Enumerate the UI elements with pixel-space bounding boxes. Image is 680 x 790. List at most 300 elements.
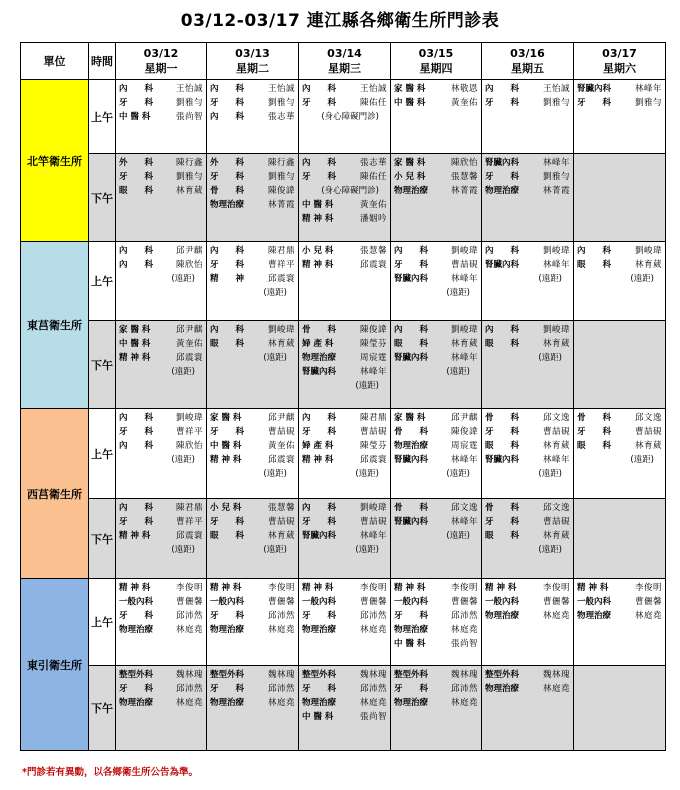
department-label: 牙 科 — [302, 517, 337, 527]
department-label: 內 科 — [119, 246, 154, 256]
doctor-entry — [485, 184, 570, 198]
day-date: 03/14 — [327, 47, 362, 60]
department-label: 眼 科 — [210, 339, 245, 349]
schedule-cell — [482, 80, 574, 154]
schedule-cell — [482, 154, 574, 242]
department-label: 牙 科 — [302, 684, 337, 694]
doctor-name: 劉雅勻 — [267, 98, 295, 108]
doctor-name: 王怡誠 — [542, 84, 570, 94]
doctor-name: 劉峻瑋 — [175, 413, 203, 423]
clinic-name: 東引衛生所 — [21, 579, 89, 751]
doctor-name: 林庭堯 — [267, 698, 295, 708]
department-label: 腎臟內科 — [394, 274, 429, 284]
doctor-entry — [394, 453, 478, 467]
doctor-name: 邱沛然 — [359, 684, 387, 694]
schedule-cell — [299, 80, 391, 154]
doctor-name: 邱沛然 — [175, 611, 203, 621]
doctor-name: 劉雅勻 — [175, 98, 203, 108]
doctor-entry — [302, 623, 387, 637]
department-label: 整型外科 — [485, 670, 520, 680]
schedule-cell — [116, 409, 207, 499]
doctor-name: 林育葳 — [267, 339, 295, 349]
department-label: 內 科 — [485, 84, 520, 94]
unit-header: 單位 — [21, 43, 89, 80]
doctor-name: 曹喆硯 — [450, 260, 478, 270]
department-label: 內 科 — [485, 325, 520, 335]
department-label: 牙 科 — [302, 611, 337, 621]
doctor-name: 邱震寰 — [359, 260, 387, 270]
doctor-entry — [210, 501, 295, 515]
doctor-name: 林峰年 — [359, 531, 387, 541]
day-weekday: 星期六 — [603, 62, 636, 75]
department-label: 牙 科 — [485, 427, 520, 437]
doctor-entry — [302, 425, 387, 439]
doctor-name: 邱沛然 — [450, 684, 478, 694]
doctor-entry — [485, 258, 570, 272]
clinic-row-pm — [21, 321, 666, 409]
schedule-note: (遠距) — [446, 367, 470, 377]
department-label: 精 神 科 — [577, 583, 609, 593]
doctor-name: 魏林瑰 — [359, 670, 387, 680]
doctor-entry — [210, 411, 295, 425]
doctor-entry — [210, 258, 295, 272]
department-label: 腎臟內科 — [485, 455, 520, 465]
doctor-name: 邱沛然 — [267, 684, 295, 694]
doctor-entry — [302, 212, 387, 226]
doctor-name: 張慧馨 — [359, 246, 387, 256]
department-label: 精 神 科 — [119, 583, 151, 593]
doctor-entry — [485, 156, 570, 170]
department-label: 骨 科 — [210, 186, 245, 196]
department-label: 內 科 — [119, 503, 154, 513]
department-label: 物理治療 — [210, 625, 245, 635]
doctor-entry — [394, 323, 478, 337]
doctor-entry — [485, 82, 570, 96]
doctor-name: 魏林瑰 — [267, 670, 295, 680]
schedule-cell — [207, 80, 299, 154]
schedule-note: (遠距) — [446, 531, 470, 541]
doctor-name: 陳君鼎 — [267, 246, 295, 256]
doctor-name: 曹儷馨 — [359, 597, 387, 607]
doctor-name: 張尚智 — [359, 712, 387, 722]
department-label: 眼 科 — [210, 531, 245, 541]
doctor-entry — [302, 365, 387, 379]
doctor-entry — [210, 82, 295, 96]
department-label: 外 科 — [119, 158, 154, 168]
schedule-cell — [391, 154, 482, 242]
day-weekday: 星期五 — [511, 62, 544, 75]
clinic-row-pm — [21, 154, 666, 242]
doctor-name: 陳俊諱 — [359, 325, 387, 335]
schedule-cell — [574, 242, 666, 321]
doctor-entry — [485, 439, 570, 453]
doctor-name: 曹喆硯 — [634, 427, 662, 437]
clinic-row-am — [21, 409, 666, 499]
schedule-cell — [574, 321, 666, 409]
doctor-entry — [302, 411, 387, 425]
doctor-entry — [394, 501, 478, 515]
department-label: 外 科 — [210, 158, 245, 168]
department-label: 牙 科 — [210, 611, 245, 621]
doctor-name: 曹儷馨 — [175, 597, 203, 607]
schedule-note: (遠距) — [446, 469, 470, 479]
doctor-entry — [302, 581, 387, 595]
doctor-name: 林庭堯 — [542, 684, 570, 694]
schedule-note: (遠距) — [355, 381, 379, 391]
doctor-entry — [302, 682, 387, 696]
department-label: 中 醫 科 — [302, 200, 334, 210]
doctor-entry — [485, 170, 570, 184]
doctor-name: 林峰年 — [634, 84, 662, 94]
department-label: 牙 科 — [485, 517, 520, 527]
doctor-entry — [485, 411, 570, 425]
schedule-cell — [207, 499, 299, 579]
doctor-entry — [394, 258, 478, 272]
department-label: 牙 科 — [485, 98, 520, 108]
day-header — [299, 43, 391, 80]
doctor-name: 邱尹麒 — [175, 325, 203, 335]
doctor-name: 李俊明 — [542, 583, 570, 593]
department-label: 內 科 — [394, 246, 429, 256]
department-label: 眼 科 — [485, 339, 520, 349]
header-row — [21, 43, 666, 80]
doctor-name: 邱文逸 — [542, 413, 570, 423]
doctor-entry — [394, 581, 478, 595]
doctor-entry — [302, 337, 387, 351]
schedule-cell — [482, 409, 574, 499]
doctor-entry — [119, 170, 203, 184]
doctor-entry — [302, 668, 387, 682]
doctor-name: 王怡誠 — [175, 84, 203, 94]
schedule-cell — [116, 80, 207, 154]
doctor-name: 陳欣怡 — [175, 441, 203, 451]
doctor-entry — [394, 156, 478, 170]
doctor-name: 陳欣怡 — [175, 260, 203, 270]
doctor-entry — [394, 637, 478, 651]
department-label: 內 科 — [302, 503, 337, 513]
day-header — [207, 43, 299, 80]
doctor-name: 李俊明 — [175, 583, 203, 593]
doctor-name: 林庭堯 — [542, 611, 570, 621]
doctor-name: 林庭堯 — [634, 611, 662, 621]
doctor-entry — [210, 425, 295, 439]
department-label: 牙 科 — [119, 611, 154, 621]
doctor-entry — [119, 96, 203, 110]
department-label: 物理治療 — [119, 698, 154, 708]
doctor-entry — [119, 156, 203, 170]
doctor-entry — [394, 184, 478, 198]
doctor-name: 曹儷馨 — [634, 597, 662, 607]
doctor-name: 邱震寰 — [267, 455, 295, 465]
department-label: 小 兒 科 — [210, 503, 242, 513]
schedule-cell — [299, 242, 391, 321]
schedule-note: (遠距) — [263, 353, 287, 363]
department-label: 內 科 — [485, 246, 520, 256]
doctor-name: 林峰年 — [450, 353, 478, 363]
doctor-name: 邱文逸 — [542, 503, 570, 513]
department-label: 骨 科 — [394, 427, 429, 437]
doctor-entry — [302, 156, 387, 170]
doctor-entry — [210, 439, 295, 453]
doctor-entry — [119, 337, 203, 351]
doctor-entry — [119, 351, 203, 365]
doctor-entry — [119, 595, 203, 609]
department-label: 眼 科 — [485, 531, 520, 541]
day-date: 03/12 — [143, 47, 179, 60]
department-label: 整型外科 — [119, 670, 154, 680]
department-label: 牙 科 — [119, 684, 154, 694]
day-date: 03/13 — [235, 47, 270, 60]
pm-label: 下午 — [89, 154, 116, 242]
doctor-entry — [119, 244, 203, 258]
schedule-note: (遠距) — [171, 545, 195, 555]
schedule-cell — [299, 321, 391, 409]
schedule-note: (遠距) — [538, 353, 562, 363]
doctor-name: 陳瑩芬 — [359, 339, 387, 349]
clinic-row-pm — [21, 666, 666, 751]
doctor-name: 林庭堯 — [359, 698, 387, 708]
doctor-entry — [302, 258, 387, 272]
doctor-name: 潘姻吟 — [359, 214, 387, 224]
doctor-entry — [302, 198, 387, 212]
doctor-entry — [577, 411, 662, 425]
schedule-cell — [299, 579, 391, 666]
doctor-entry — [119, 425, 203, 439]
doctor-name: 黃奎佑 — [267, 441, 295, 451]
department-label: 骨 科 — [577, 413, 612, 423]
doctor-name: 魏林瑰 — [542, 670, 570, 680]
doctor-entry — [210, 337, 295, 351]
schedule-cell — [391, 242, 482, 321]
doctor-entry — [210, 581, 295, 595]
schedule-note: (遠距) — [446, 288, 470, 298]
doctor-name: 林峰年 — [450, 517, 478, 527]
doctor-entry — [485, 682, 570, 696]
doctor-entry — [394, 244, 478, 258]
doctor-name: 陳俊諱 — [450, 427, 478, 437]
doctor-entry — [485, 453, 570, 467]
doctor-name: 張慧馨 — [450, 172, 478, 182]
clinic-name: 東莒衛生所 — [21, 242, 89, 409]
doctor-entry — [485, 244, 570, 258]
department-label: 腎臟內科 — [302, 531, 337, 541]
doctor-entry — [210, 198, 295, 212]
department-label: 整型外科 — [210, 670, 245, 680]
department-label: 精 神 — [210, 274, 245, 284]
doctor-entry — [210, 696, 295, 710]
doctor-entry — [119, 682, 203, 696]
department-label: 婦 產 科 — [302, 441, 334, 451]
department-label: 腎臟內科 — [577, 84, 612, 94]
schedule-cell — [391, 499, 482, 579]
department-label: 精 神 科 — [302, 214, 334, 224]
department-label: 牙 科 — [119, 427, 154, 437]
department-label: 精 神 科 — [210, 583, 242, 593]
department-label: 整型外科 — [302, 670, 337, 680]
department-label: 牙 科 — [210, 172, 245, 182]
am-label: 上午 — [89, 409, 116, 499]
department-label: 精 神 科 — [302, 455, 334, 465]
doctor-name: 林育葳 — [450, 339, 478, 349]
doctor-entry — [119, 439, 203, 453]
department-label: 牙 科 — [119, 98, 154, 108]
doctor-entry — [119, 581, 203, 595]
department-label: 中 醫 科 — [302, 712, 334, 722]
doctor-name: 劉峻瑋 — [542, 246, 570, 256]
doctor-name: 林峰年 — [542, 455, 570, 465]
doctor-entry — [210, 529, 295, 543]
department-label: 物理治療 — [485, 186, 520, 196]
doctor-entry — [210, 156, 295, 170]
time-header: 時間 — [89, 43, 116, 80]
schedule-cell — [574, 579, 666, 666]
day-weekday: 星期四 — [419, 62, 453, 75]
department-label: 一般內科 — [210, 597, 245, 607]
schedule-note: (身心障礙門診) — [321, 112, 379, 122]
department-label: 骨 科 — [302, 325, 337, 335]
schedule-note: (遠距) — [355, 469, 379, 479]
department-label: 物理治療 — [119, 625, 154, 635]
doctor-name: 曹喆硯 — [359, 517, 387, 527]
doctor-name: 陳欣怡 — [450, 158, 478, 168]
schedule-note: (遠距) — [538, 469, 562, 479]
doctor-name: 曹祥平 — [175, 517, 203, 527]
department-label: 物理治療 — [394, 625, 429, 635]
footnote: *門診若有異動，以各鄉衛生所公告為準。 — [22, 767, 198, 778]
schedule-cell — [207, 409, 299, 499]
doctor-entry — [577, 96, 662, 110]
department-label: 內 科 — [302, 158, 337, 168]
doctor-name: 張尚智 — [450, 639, 478, 649]
schedule-note: (遠距) — [355, 545, 379, 555]
department-label: 內 科 — [119, 413, 154, 423]
doctor-name: 周宸霆 — [359, 353, 387, 363]
schedule-cell — [574, 409, 666, 499]
doctor-name: 陳瑩芬 — [359, 441, 387, 451]
department-label: 中 醫 科 — [210, 441, 242, 451]
doctor-name: 黃奎佑 — [359, 200, 387, 210]
doctor-name: 林庭堯 — [359, 625, 387, 635]
department-label: 牙 科 — [302, 172, 337, 182]
doctor-entry — [210, 453, 295, 467]
doctor-entry — [302, 529, 387, 543]
doctor-entry — [210, 609, 295, 623]
schedule-cell — [207, 321, 299, 409]
doctor-entry — [119, 623, 203, 637]
department-label: 整型外科 — [394, 670, 429, 680]
pm-label: 下午 — [89, 321, 116, 409]
doctor-name: 曹喆硯 — [267, 517, 295, 527]
department-label: 物理治療 — [302, 353, 337, 363]
doctor-entry — [577, 425, 662, 439]
doctor-name: 林峰年 — [542, 260, 570, 270]
doctor-name: 林育葳 — [542, 531, 570, 541]
doctor-name: 陳佑任 — [359, 172, 387, 182]
doctor-name: 曹祥平 — [175, 427, 203, 437]
department-label: 內 科 — [119, 260, 154, 270]
doctor-name: 劉雅勻 — [542, 98, 570, 108]
doctor-entry — [302, 96, 387, 110]
department-label: 家 醫 科 — [394, 413, 426, 423]
doctor-name: 劉雅勻 — [634, 98, 662, 108]
doctor-name: 林育葳 — [634, 441, 662, 451]
day-weekday: 星期一 — [144, 62, 178, 75]
doctor-entry — [119, 184, 203, 198]
department-label: 牙 科 — [210, 98, 245, 108]
clinic-row-am — [21, 80, 666, 154]
schedule-cell — [207, 666, 299, 751]
department-label: 牙 科 — [485, 172, 520, 182]
department-label: 內 科 — [577, 246, 612, 256]
pm-label: 下午 — [89, 499, 116, 579]
doctor-name: 劉峻瑋 — [542, 325, 570, 335]
doctor-name: 曹喆硯 — [542, 427, 570, 437]
doctor-name: 林峰年 — [450, 274, 478, 284]
doctor-name: 林峰年 — [359, 367, 387, 377]
schedule-cell — [116, 579, 207, 666]
department-label: 物理治療 — [485, 611, 520, 621]
doctor-entry — [302, 82, 387, 96]
schedule-cell — [574, 499, 666, 579]
doctor-entry — [394, 82, 478, 96]
department-label: 眼 科 — [485, 441, 520, 451]
doctor-entry — [210, 623, 295, 637]
schedule-note: (遠距) — [171, 367, 195, 377]
doctor-name: 張慧馨 — [267, 503, 295, 513]
doctor-entry — [302, 501, 387, 515]
department-label: 精 神 科 — [302, 260, 334, 270]
clinic-name: 西莒衛生所 — [21, 409, 89, 579]
doctor-entry — [302, 453, 387, 467]
doctor-name: 曹喆硯 — [267, 427, 295, 437]
doctor-name: 林育葳 — [634, 260, 662, 270]
doctor-name: 曹儷馨 — [542, 597, 570, 607]
doctor-name: 林峰年 — [450, 455, 478, 465]
clinic-row-am — [21, 579, 666, 666]
department-label: 一般內科 — [394, 597, 429, 607]
department-label: 物理治療 — [210, 698, 245, 708]
doctor-name: 黃奎佑 — [450, 98, 478, 108]
department-label: 物理治療 — [394, 698, 429, 708]
doctor-entry — [302, 244, 387, 258]
doctor-name: 黃奎佑 — [175, 339, 203, 349]
department-label: 小 兒 科 — [394, 172, 426, 182]
doctor-name: 邱尹麒 — [267, 413, 295, 423]
department-label: 小 兒 科 — [302, 246, 334, 256]
clinic-name: 北竿衛生所 — [21, 80, 89, 242]
department-label: 腎臟內科 — [394, 517, 429, 527]
doctor-name: 邱文逸 — [450, 503, 478, 513]
department-label: 中 醫 科 — [119, 112, 151, 122]
doctor-entry — [119, 668, 203, 682]
doctor-name: 李俊明 — [450, 583, 478, 593]
department-label: 內 科 — [119, 441, 154, 451]
doctor-entry — [394, 337, 478, 351]
clinic-row-pm — [21, 499, 666, 579]
schedule-cell — [299, 499, 391, 579]
doctor-name: 邱尹麒 — [450, 413, 478, 423]
doctor-name: 邱震寰 — [175, 531, 203, 541]
schedule-note: (遠距) — [171, 455, 195, 465]
doctor-entry — [485, 337, 570, 351]
day-weekday: 星期三 — [328, 62, 361, 75]
schedule-note: (遠距) — [538, 545, 562, 555]
doctor-entry — [394, 96, 478, 110]
doctor-entry — [210, 184, 295, 198]
am-label: 上午 — [89, 579, 116, 666]
schedule-note: (身心障礙門診) — [321, 186, 379, 196]
doctor-entry — [394, 668, 478, 682]
